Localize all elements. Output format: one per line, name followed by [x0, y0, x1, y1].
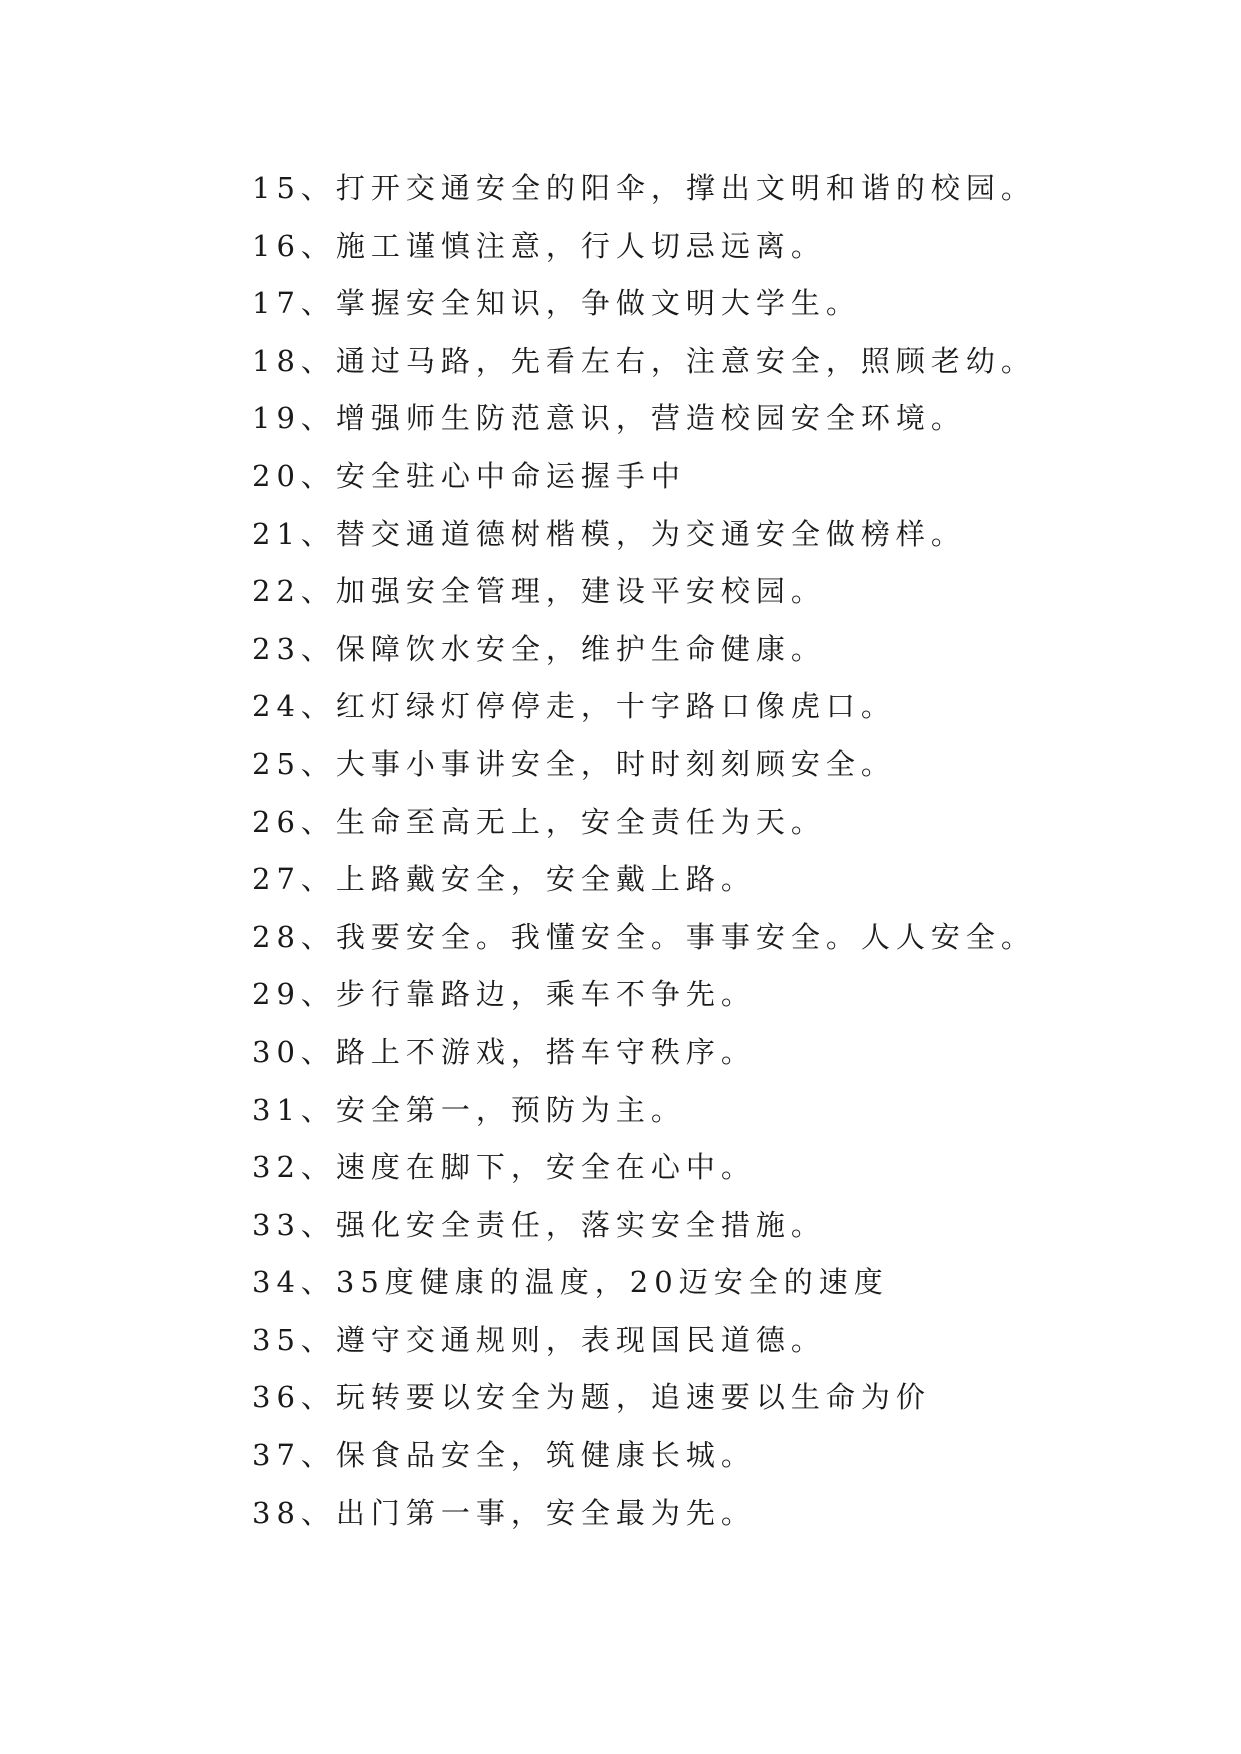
- list-item: 37、保食品安全，筑健康长城。: [252, 1438, 756, 1473]
- list-item: 17、掌握安全知识，争做文明大学生。: [252, 286, 861, 321]
- list-item: 34、35度健康的温度，20迈安全的速度: [252, 1265, 889, 1300]
- list-item: 20、安全驻心中命运握手中: [252, 458, 686, 493]
- list-item: 19、增强师生防范意识，营造校园安全环境。: [252, 401, 966, 436]
- list-item: 22、加强安全管理，建设平安校园。: [252, 574, 826, 609]
- list-item: 38、出门第一事，安全最为先。: [252, 1495, 756, 1530]
- list-item: 35、遵守交通规则，表现国民道德。: [252, 1322, 826, 1357]
- list-item: 26、生命至高无上，安全责任为天。: [252, 804, 826, 839]
- list-item: 36、玩转要以安全为题，追速要以生命为价: [252, 1380, 931, 1415]
- list-item: 31、安全第一，预防为主。: [252, 1092, 686, 1127]
- list-item: 32、速度在脚下，安全在心中。: [252, 1150, 756, 1185]
- list-item: 21、替交通道德树楷模，为交通安全做榜样。: [252, 516, 966, 551]
- list-item: 29、步行靠路边，乘车不争先。: [252, 977, 756, 1012]
- list-item: 16、施工谨慎注意，行人切忌远离。: [252, 228, 826, 263]
- list-item: 23、保障饮水安全，维护生命健康。: [252, 631, 826, 666]
- list-item: 25、大事小事讲安全，时时刻刻顾安全。: [252, 746, 896, 781]
- list-item: 18、通过马路，先看左右，注意安全，照顾老幼。: [252, 343, 1036, 378]
- list-item: 28、我要安全。我懂安全。事事安全。人人安全。: [252, 919, 1036, 954]
- list-item: 33、强化安全责任，落实安全措施。: [252, 1207, 826, 1242]
- list-item: 24、红灯绿灯停停走，十字路口像虎口。: [252, 689, 896, 724]
- list-item: 27、上路戴安全，安全戴上路。: [252, 862, 756, 897]
- list-item: 30、路上不游戏，搭车守秩序。: [252, 1034, 756, 1069]
- list-item: 15、打开交通安全的阳伞，撑出文明和谐的校园。: [252, 171, 1036, 205]
- slogan-list: [252, 160, 1036, 1542]
